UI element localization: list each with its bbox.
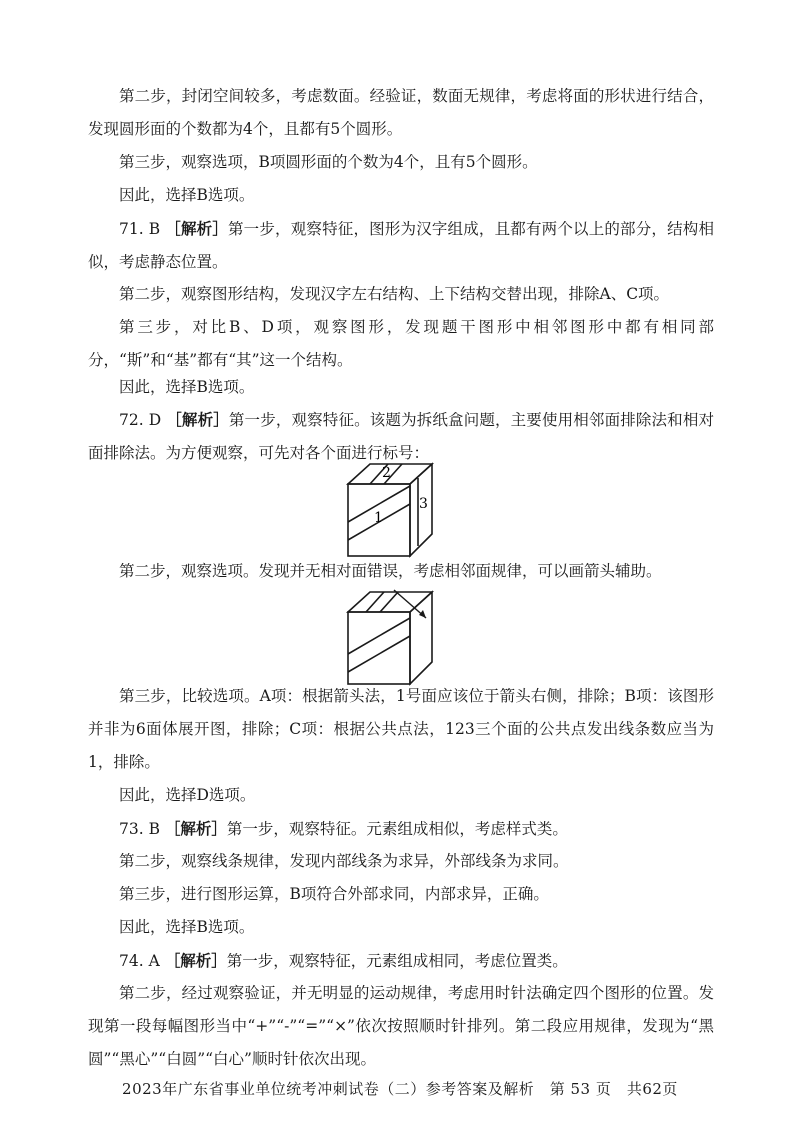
paragraph: 第三步，进行图形运算，B项符合外部求同，内部求异，正确。 xyxy=(119,885,549,903)
question-number: 71. B xyxy=(119,220,161,238)
analysis-tag: ［解析］ xyxy=(164,819,227,838)
paragraph: 第二步，观察图形结构，发现汉字左右结构、上下结构交替出现，排除A、C项。 xyxy=(119,285,670,303)
cube-figure-labeled xyxy=(340,460,440,560)
face-label-3: 3 xyxy=(419,496,428,512)
question-number: 73. B xyxy=(119,820,160,838)
paragraph: 第三步，比较选项。A项：根据箭头法，1号面应该位于箭头右侧，排除；B项：该图形并非为6面体展开图，排除；C项：根据公共点法，123三个面的公共点发出线条数应当为1，排除。 xyxy=(88,687,714,771)
answer-74: 74. A ［解析］第一步，观察特征，元素组成相同，考虑位置类。 xyxy=(119,951,568,970)
paragraph: 第二步，观察线条规律，发现内部线条为求异，外部线条为求同。 xyxy=(119,852,569,870)
paragraph: 因此，选择B选项。 xyxy=(119,378,255,396)
paragraph: 第二步，经过观察验证，并无明显的运动规律，考虑用时针法确定四个图形的位置。发现第一段每幅图形当中“+”“-”“=”“×”依次按照顺时针排列。第二段应用规律，发现为“黑圆”“黑心”“白圆”“白心”顺时针依次出现。 xyxy=(88,984,714,1068)
face-label-2: 2 xyxy=(382,465,391,481)
answer-71: 71. B ［解析］第一步，观察特征，图形为汉字组成，且都有两个以上的部分，结构相似，考虑静态位置。 xyxy=(88,219,714,271)
cube-figure-arrow xyxy=(340,588,440,688)
question-number: 74. A xyxy=(119,952,160,970)
answer-73: 73. B ［解析］第一步，观察特征。元素组成相似，考虑样式类。 xyxy=(119,819,568,838)
face-label-1: 1 xyxy=(374,510,383,526)
paragraph: 因此，选择B选项。 xyxy=(119,918,255,936)
analysis-tag: ［解析］ xyxy=(166,410,229,429)
paragraph: 第二步，封闭空间较多，考虑数面。经验证，数面无规律，考虑将面的形状进行结合，发现圆形面的个数都为4个，且都有5个圆形。 xyxy=(88,87,714,138)
arrow-head-icon xyxy=(419,610,426,618)
paragraph: 因此，选择D选项。 xyxy=(119,786,256,804)
analysis-tag: ［解析］ xyxy=(165,219,228,238)
paragraph: 因此，选择B选项。 xyxy=(119,186,255,204)
paragraph: 第三步，对比B、D项，观察图形，发现题干图形中相邻图形中都有相同部分，“斯”和“基”都有“其”这一个结构。 xyxy=(88,318,714,369)
analysis-tag: ［解析］ xyxy=(164,951,227,970)
page-footer: 2023年广东省事业单位统考冲刺试卷（二）参考答案及解析 第 53 页 共62页 xyxy=(122,1080,678,1098)
paragraph: 第二步，观察选项。发现并无相对面错误，考虑相邻面规律，可以画箭头辅助。 xyxy=(119,562,662,580)
question-number: 72. D xyxy=(119,411,162,429)
answer-72: 72. D ［解析］第一步，观察特征。该题为拆纸盒问题，主要使用相邻面排除法和相对面排除法。为方便观察，可先对各个面进行标号： xyxy=(88,410,714,462)
paragraph: 第三步，观察选项，B项圆形面的个数为4个，且有5个圆形。 xyxy=(119,153,538,171)
